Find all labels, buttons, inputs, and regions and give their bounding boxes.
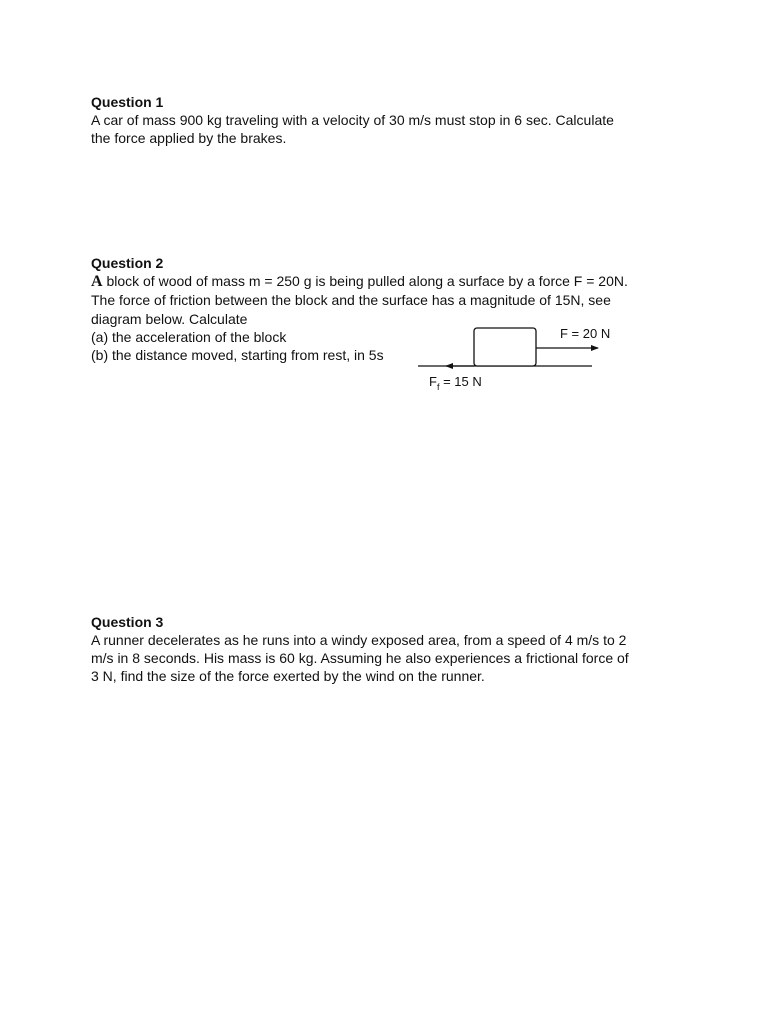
friction-label-value: = 15 N — [439, 374, 482, 389]
applied-force-label: F = 20 N — [560, 326, 611, 341]
question-1-line-2: the force applied by the brakes. — [91, 130, 287, 146]
friction-force-label — [429, 374, 482, 392]
question-1-line-1: A car of mass 900 kg traveling with a velocity of 30 m/s must stop in 6 sec. Calculate — [91, 112, 614, 128]
question-3-line-2: m/s in 8 seconds. His mass is 60 kg. Assuming he also experiences a frictional force of — [91, 650, 629, 666]
question-1-title: Question 1 — [91, 94, 164, 110]
question-2-drop-letter: A — [91, 273, 103, 290]
question-2-line-1-text: block of wood of mass m = 250 g is being pulled along a surface by a force F = 20N. — [102, 273, 628, 289]
question-2-line-3: diagram below. Calculate — [91, 311, 248, 327]
question-2-line-2: The force of friction between the block and the surface has a magnitude of 15N, see — [91, 292, 611, 308]
friction-label-main: F — [429, 374, 437, 389]
question-3-line-1: A runner decelerates as he runs into a windy exposed area, from a speed of 4 m/s to 2 — [91, 632, 627, 648]
question-2-line-5: (b) the distance moved, starting from rest, in 5s — [91, 347, 384, 363]
friction-label-subscript: f — [436, 382, 440, 392]
question-2-title: Question 2 — [91, 255, 164, 271]
question-3-title: Question 3 — [91, 614, 164, 630]
question-2-line-4: (a) the acceleration of the block — [91, 329, 287, 345]
question-2-line-1 — [91, 272, 628, 291]
wood-block — [474, 328, 536, 366]
question-3-line-3: 3 N, find the size of the force exerted by the wind on the runner. — [91, 668, 485, 684]
force-diagram — [410, 320, 630, 394]
